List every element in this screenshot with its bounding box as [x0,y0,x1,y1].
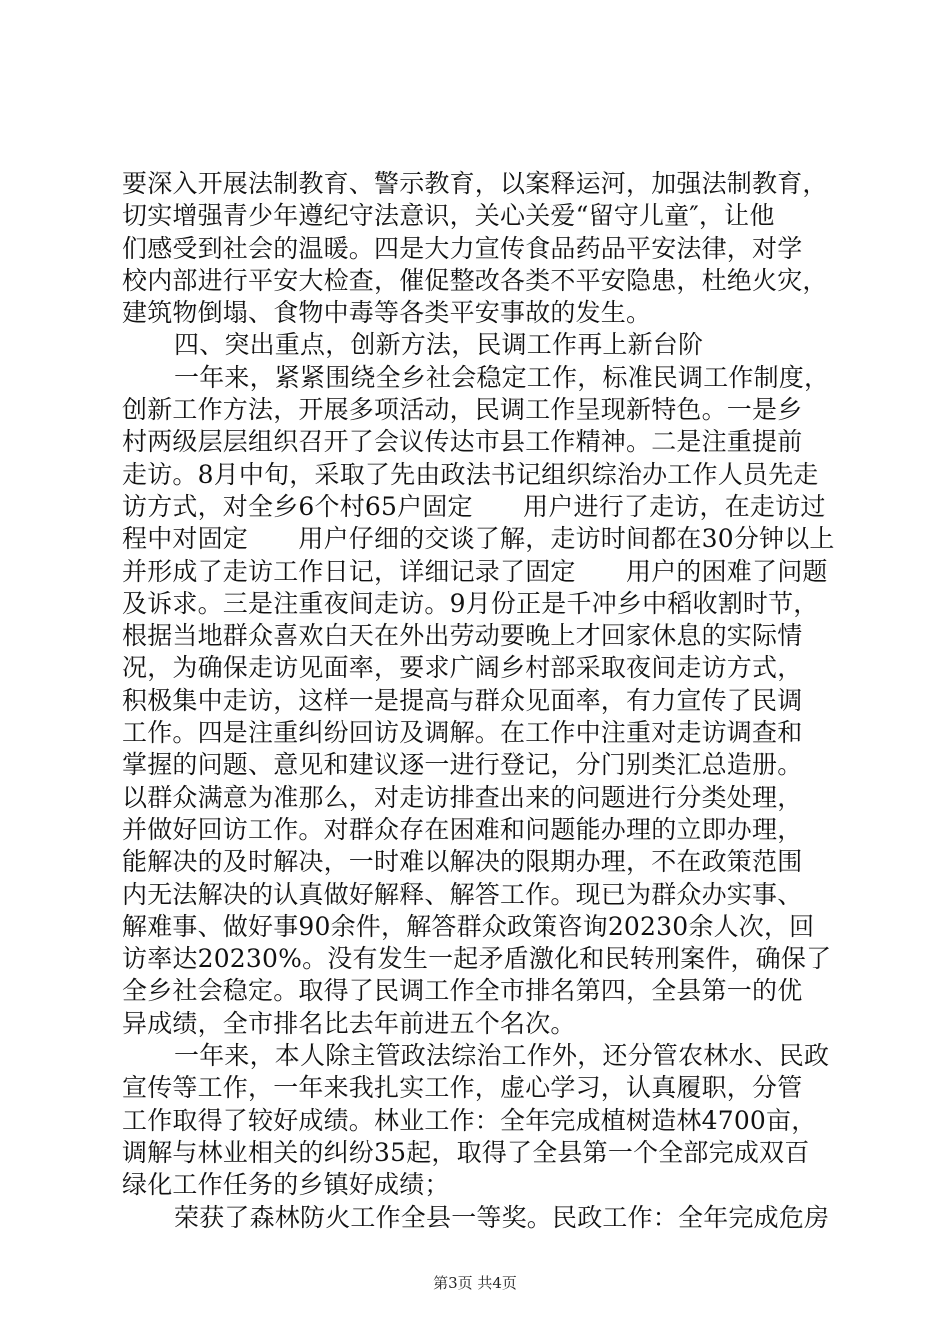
text-line: 解难事、做好事90余件，解答群众政策咨询20230余人次，回 [122,911,815,941]
text-line: 根据当地群众喜欢白天在外出劳动要晚上才回家休息的实际情 [122,621,803,651]
text-line: 访方式，对全乡6个村65户固定 用户进行了走访，在走访过 [122,491,826,521]
text-line: 校内部进行平安大检查，催促整改各类不平安隐患，杜绝火灾， [122,265,828,295]
text-line: 程中对固定 用户仔细的交谈了解，走访时间都在30分钟以上 [122,524,835,554]
text-line: 工作取得了较好成绩。林业工作：全年完成植树造林4700亩， [122,1105,817,1135]
text-line: 们感受到社会的温暖。四是大力宣传食品药品平安法律，对学 [122,233,803,263]
text-line: 以群众满意为准那么，对走访排查出来的问题进行分类处理， [122,782,803,812]
text-line: 全乡社会稳定。取得了民调工作全市排名第四，全县第一的优 [122,976,803,1006]
text-line: 访率达20230%。没有发生一起矛盾激化和民转刑案件，确保了 [122,944,832,974]
text-line: 并形成了走访工作日记，详细记录了固定 用户的困难了问题 [122,556,828,586]
text-line: 切实增强青少年遵纪守法意识，关心关爱“留守儿童″，让他 [122,201,775,231]
text-line: 绿化工作任务的乡镇好成绩； [122,1170,450,1200]
text-line: 况，为确保走访见面率，要求广阔乡村部采取夜间走访方式， [122,653,803,683]
text-line: 内无法解决的认真做好解释、解答工作。现已为群众办实事、 [122,879,803,909]
text-line: 工作。四是注重纠纷回访及调解。在工作中注重对走访调查和 [122,718,803,748]
text-line: 一年来，本人除主管政法综治工作外，还分管农林水、民政 [174,1041,830,1071]
text-line: 掌握的问题、意见和建议逐一进行登记，分门别类汇总造册。 [122,750,803,780]
text-line: 宣传等工作，一年来我扎实工作，虚心学习，认真履职，分管 [122,1073,803,1103]
page-footer: 第3页 共4页 [433,1274,517,1292]
text-line: 及诉求。三是注重夜间走访。9月份正是千冲乡中稻收割时节， [122,588,819,618]
text-line: 村两级层层组织召开了会议传达市县工作精神。二是注重提前 [122,427,803,457]
text-line: 积极集中走访，这样一是提高与群众见面率，有力宣传了民调 [122,685,803,715]
text-line: 能解决的及时解决，一时难以解决的限期办理，不在政策范围 [122,847,803,877]
text-line: 创新工作方法，开展多项活动，民调工作呈现新特色。一是乡 [122,395,803,425]
text-line: 要深入开展法制教育、警示教育，以案释运河，加强法制教育， [122,169,828,198]
text-line: 荣获了森林防火工作全县一等奖。民政工作：全年完成危房 [174,1202,830,1232]
text-line: 并做好回访工作。对群众存在困难和问题能办理的立即办理， [122,814,803,844]
text-line: 建筑物倒塌、食物中毒等各类平安事故的发生。 [122,298,652,328]
text-line: 走访。8月中旬，采取了先由政法书记组织综治办工作人员先走 [122,459,819,489]
text-line: 四、突出重点，创新方法，民调工作再上新台阶 [174,330,704,360]
document-body [122,168,835,1234]
text-line: 异成绩，全市排名比去年前进五个名次。 [122,1008,576,1038]
text-line: 一年来，紧紧围绕全乡社会稳定工作，标准民调工作制度， [174,362,830,392]
text-line: 调解与林业相关的纠纷35起，取得了全县第一个全部完成双百 [122,1137,810,1167]
